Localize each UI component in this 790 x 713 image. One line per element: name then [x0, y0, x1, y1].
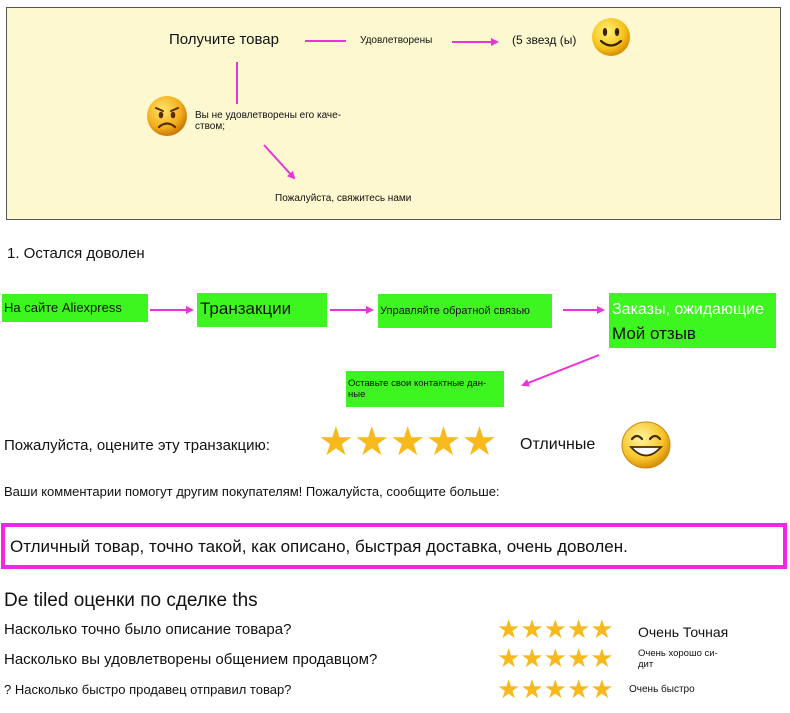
arrow-to-leave-contact — [523, 355, 599, 385]
step-manage-feedback — [378, 294, 552, 328]
five-stars-label: (5 звезд (ы) — [512, 33, 577, 47]
step-aliexpress-label: На сайте Aliexpress — [4, 300, 122, 315]
step-transactions-label: Транзакции — [200, 299, 292, 318]
step-manage-feedback-label: Управляйте обратной связью — [380, 305, 530, 317]
detail-label: Очень Точная — [638, 624, 729, 640]
step-aliexpress — [2, 294, 148, 322]
star-icon[interactable]: ★ — [425, 420, 462, 464]
step-orders-line2: Мой отзыв — [612, 324, 696, 343]
detail-stars[interactable] — [497, 616, 614, 642]
star-icon[interactable]: ★ — [543, 643, 567, 673]
star-icon[interactable]: ★ — [520, 674, 544, 704]
detail-stars[interactable] — [497, 645, 614, 671]
rating-label: Отличные — [520, 436, 596, 453]
star-icon[interactable]: ★ — [590, 643, 614, 673]
star-icon[interactable]: ★ — [590, 614, 614, 644]
step-leave-contact — [346, 371, 504, 407]
step-orders-awaiting — [609, 293, 776, 348]
star-icon[interactable]: ★ — [520, 614, 544, 644]
smile-icon — [590, 16, 632, 58]
detail-label: Очень хорошо си- дит — [638, 648, 718, 670]
star-icon[interactable]: ★ — [566, 674, 591, 704]
star-icon[interactable]: ★ — [543, 674, 567, 704]
star-icon[interactable]: ★ — [566, 643, 591, 673]
star-icon[interactable]: ★ — [461, 420, 498, 464]
comment-prompt: Ваши комментарии помогут другим покупателям! Пожалуйста, сообщите больше: — [4, 484, 500, 499]
detail-stars[interactable] — [497, 676, 614, 702]
section-satisfied-title: 1. Остался доволен — [7, 245, 145, 262]
star-icon[interactable]: ★ — [318, 420, 354, 464]
star-icon[interactable]: ★ — [497, 643, 521, 673]
step-leave-contact-label: Оставьте свои контактные дан- ные — [348, 378, 487, 400]
star-icon[interactable]: ★ — [566, 614, 591, 644]
satisfied-label: Удовлетворены — [360, 35, 433, 46]
detail-question: Насколько вы удовлетворены общением продавцом? — [4, 651, 378, 668]
star-icon[interactable]: ★ — [497, 614, 521, 644]
contact-us-label: Пожалуйста, свяжитесь нами — [275, 193, 412, 204]
star-icon[interactable]: ★ — [590, 674, 614, 704]
star-icon[interactable]: ★ — [543, 614, 567, 644]
detailed-ratings-title: De tiled оценки по сделке ths — [4, 590, 258, 611]
star-icon[interactable]: ★ — [497, 674, 521, 704]
rating-stars[interactable] — [318, 422, 497, 462]
comment-box[interactable] — [1, 523, 787, 569]
rate-prompt: Пожалуйста, оцените эту транзакцию: — [4, 437, 270, 454]
detail-label: Очень быстро — [629, 684, 695, 695]
grin-icon — [620, 420, 672, 470]
star-icon[interactable]: ★ — [353, 420, 390, 464]
step-orders-line1: Заказы, ожидающие — [612, 301, 764, 318]
unsatisfied-label: Вы не удовлетворены его каче- ством; — [195, 110, 342, 132]
detail-question: Насколько точно было описание товара? — [4, 621, 292, 638]
comment-text[interactable]: Отличный товар, точно такой, как описано, быстрая доставка, очень доволен. — [10, 537, 628, 556]
receive-goods-label: Получите товар — [169, 31, 279, 48]
star-icon[interactable]: ★ — [520, 643, 544, 673]
detail-question: ? Насколько быстро продавец отправил товар? — [4, 682, 292, 697]
star-icon[interactable]: ★ — [389, 420, 426, 464]
step-transactions — [197, 293, 327, 327]
sad-face-icon — [145, 94, 189, 138]
